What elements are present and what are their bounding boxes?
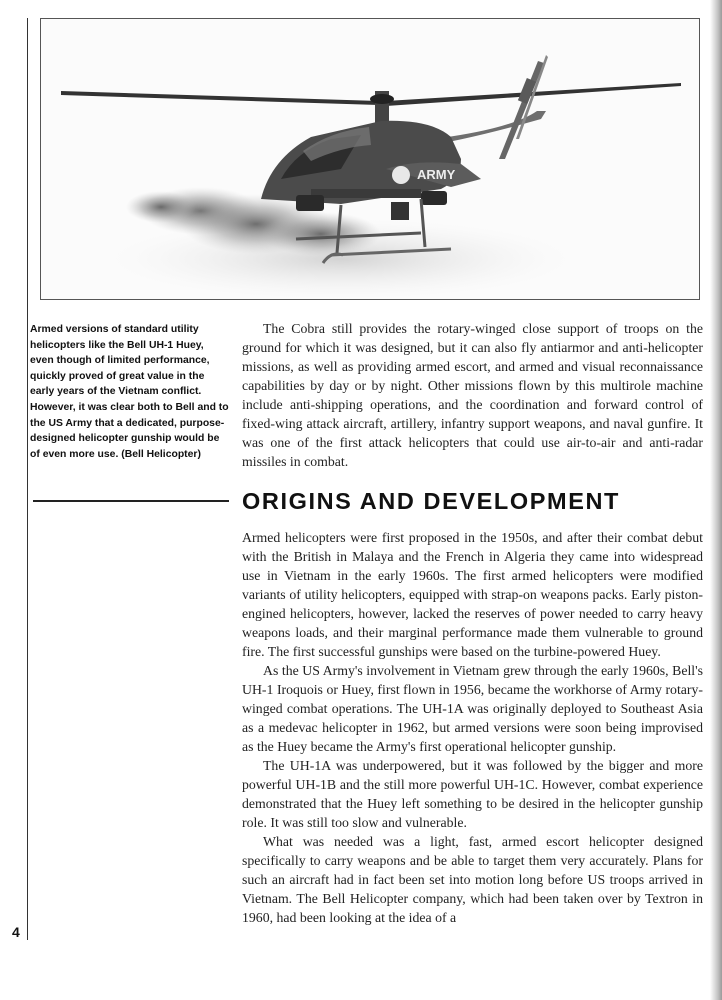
photo-caption: Armed versions of standard utility helicopters like the Bell UH-1 Huey, even though of limited performance, quickly proved of great value in the early years of the Vietnam conflict. However, it was clear both to Bell and to the US Army that a dedicated, purpose-designed helicopter gunship would be of even more use. (Bell Helicopter): [30, 324, 229, 460]
margin-rule: [27, 18, 28, 940]
section-heading: ORIGINS AND DEVELOPMENT: [242, 488, 621, 514]
paragraph-2: As the US Army's involvement in Vietnam grew through the early 1960s, Bell's UH-1 Iroquois or Huey, first flown in 1956, became the workhorse of Army rotary-winged combat operations. The UH-1A was originally deployed to Southeast Asia as a medevac helicopter in 1962, but armed versions were soon being improvised as the Huey became the Army's first operational helicopter gunship.: [242, 663, 703, 754]
fuselage-marking: ARMY: [417, 167, 456, 182]
paragraph-4: What was needed was a light, fast, armed escort helicopter designed specifically to carry weapons and be able to target them very accurately. Plans for such an aircraft had in fact been set into motion long before US troops arrived in Vietnam. The Bell Helicopter company, which had been taken over by Textron in 1960, had been looking at the idea of a: [242, 834, 703, 925]
cobra-photo: [40, 18, 700, 300]
article-body: [242, 528, 703, 927]
paragraph-3: The UH-1A was underpowered, but it was followed by the bigger and more powerful UH-1B and the still more powerful UH-1C. However, combat experience demonstrated that the Huey left something to be desired in the helicopter gunship role. It was still too slow and vulnerable.: [242, 758, 703, 830]
caption-divider: [33, 500, 229, 502]
intro-paragraph: The Cobra still provides the rotary-winged close support of troops on the ground for which it was designed, but it can also fly antiarmor and anti-helicopter missions, as well as providing armed escort, and armed and visual reconnaissance capabilities by day or by night. Other missions flown by this multirole machine include anti-shipping operations, and the coordination and forward control of fixed-wing attack aircraft, artillery, infantry support weapons, and naval gunfire. It was one of the first attack helicopters that could use air-to-air and anti-radar missiles in combat.: [242, 321, 703, 469]
page-edge-shadow: [710, 0, 722, 1000]
paragraph-1: Armed helicopters were first proposed in the 1950s, and after their combat debut with the British in Malaya and the French in Algeria they came into widespread use in Vietnam in the early 1960s. The first armed helicopters were modified variants of utility helicopters, equipped with strap-on weapons packs. Early piston-engined helicopters, however, lacked the reserves of power needed to carry heavy weapons loads, and their marginal performance made them vulnerable to ground fire. The first successful gunships were based on the turbine-powered Huey.: [242, 530, 703, 659]
page-number: 4: [12, 924, 20, 940]
main-rotor-left: [61, 91, 379, 105]
intro-text: [242, 319, 703, 471]
